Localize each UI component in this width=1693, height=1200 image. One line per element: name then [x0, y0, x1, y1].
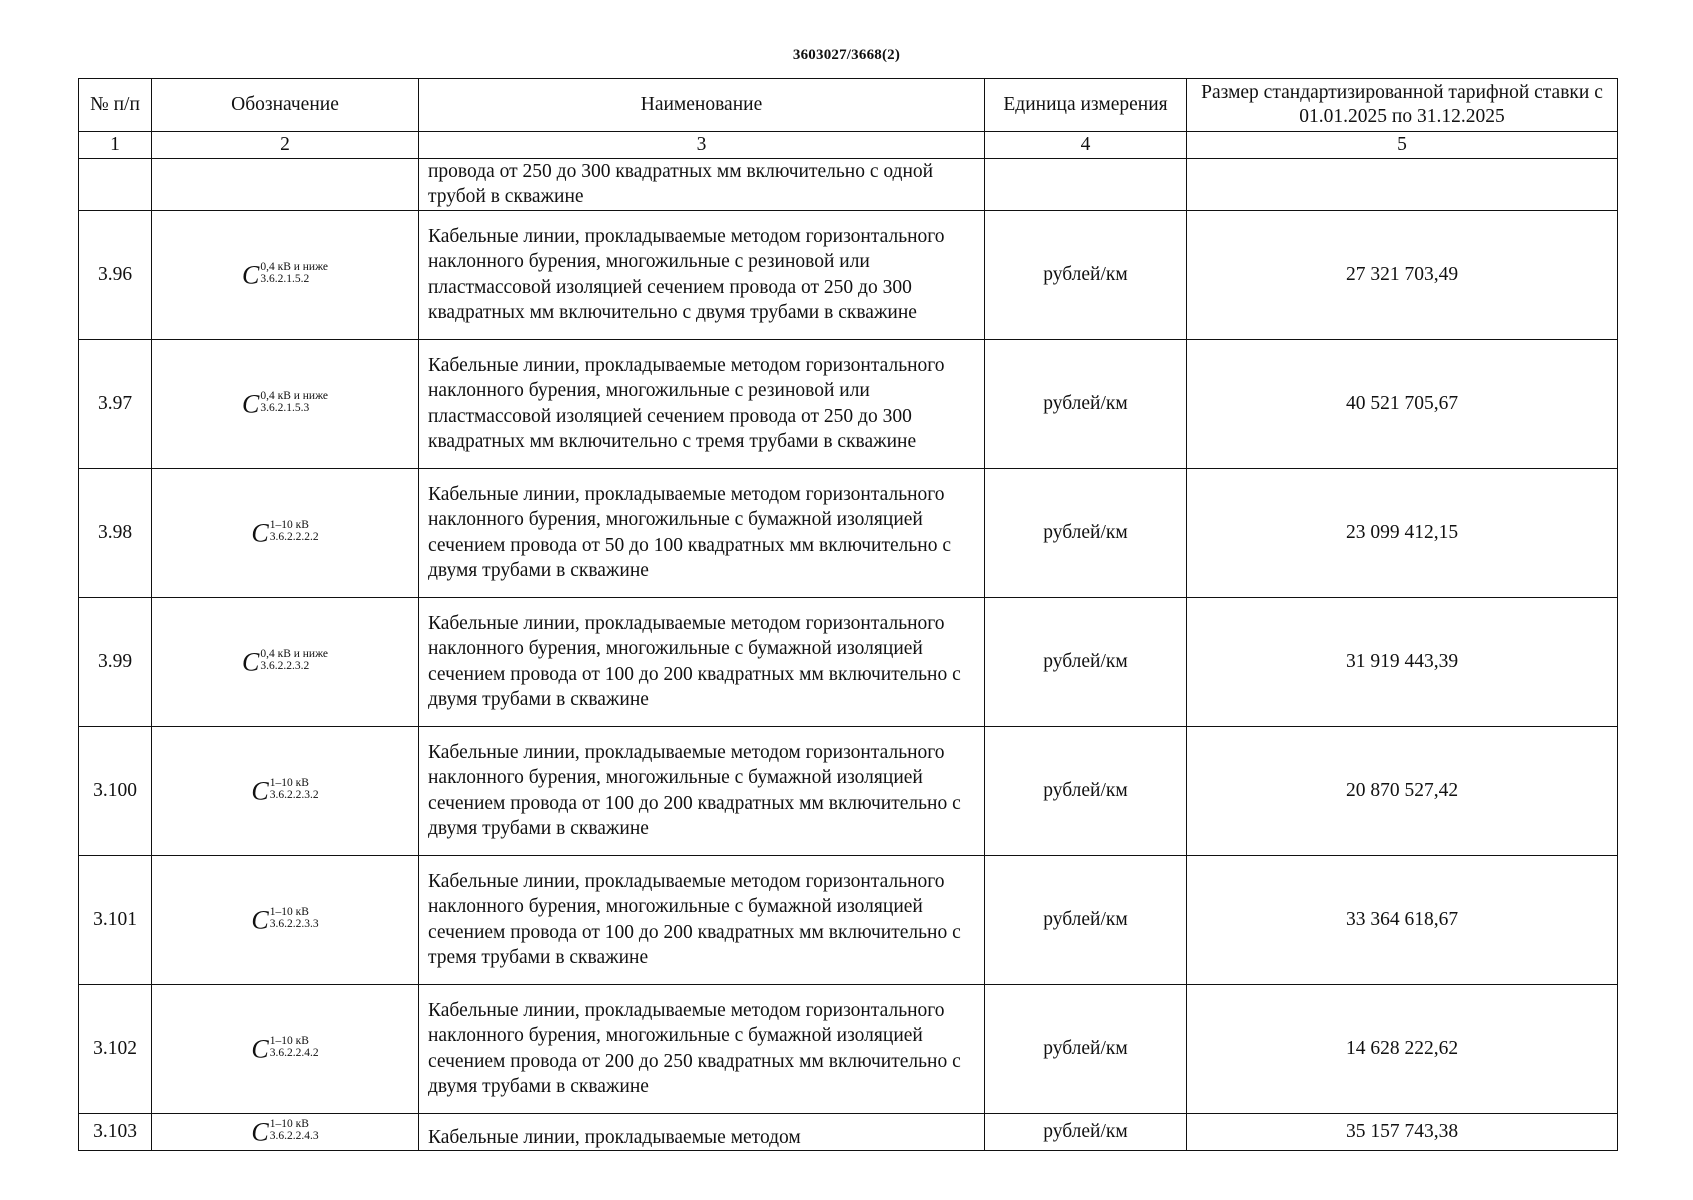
tariff-symbol [251, 1119, 318, 1146]
row-rate: 40 521 705,67 [1187, 339, 1618, 468]
row-designation [152, 210, 419, 339]
symbol-superscript: 0,4 кВ и ниже [260, 390, 328, 403]
symbol-letter: C [251, 905, 269, 935]
row-unit: рублей/км [985, 855, 1187, 984]
header-unit: Единица измерения [985, 79, 1187, 132]
symbol-subscript: 3.6.2.2.4.3 [269, 1130, 319, 1143]
table-row [79, 339, 1618, 468]
column-number: 2 [152, 132, 419, 159]
table-row [79, 468, 1618, 597]
header-row [79, 79, 1618, 132]
row-name: Кабельные линии, прокладываемые методом горизонтального наклонного бурения, многожильные с бумажной изоляцией сечением провода от 200 до 250 квадратных мм включительно с двумя трубами в скважине [419, 984, 985, 1113]
symbol-letter: C [242, 647, 260, 677]
row-designation [152, 339, 419, 468]
tariff-symbol [242, 262, 328, 289]
row-name: Кабельные линии, прокладываемые методом горизонтального наклонного бурения, многожильные с резиновой или пластмассовой изоляцией сечением провода от 250 до 300 квадратных мм включительно с двумя трубами в скважине [419, 210, 985, 339]
symbol-subscript: 3.6.2.2.3.2 [260, 660, 310, 673]
table-row [79, 597, 1618, 726]
row-number: 3.99 [79, 597, 152, 726]
row-unit: рублей/км [985, 726, 1187, 855]
symbol-superscript: 1–10 кВ [269, 777, 309, 790]
tariff-symbol [251, 520, 318, 547]
symbol-letter: C [251, 776, 269, 806]
column-number: 1 [79, 132, 152, 159]
row-rate: 33 364 618,67 [1187, 855, 1618, 984]
row-number: 3.97 [79, 339, 152, 468]
symbol-superscript: 1–10 кВ [269, 1035, 309, 1048]
table-row [79, 726, 1618, 855]
row-name: Кабельные линии, прокладываемые методом горизонтального наклонного бурения, многожильные с резиновой или пластмассовой изоляцией сечением провода от 250 до 300 квадратных мм включительно с тремя трубами в скважине [419, 339, 985, 468]
row-unit: рублей/км [985, 210, 1187, 339]
row-name: Кабельные линии, прокладываемые методом горизонтального наклонного бурения, многожильные с бумажной изоляцией сечением провода от 50 до 100 квадратных мм включительно с двумя трубами в скважине [419, 468, 985, 597]
symbol-subscript: 3.6.2.1.5.3 [260, 402, 310, 415]
row-number: 3.98 [79, 468, 152, 597]
row-rate: 23 099 412,15 [1187, 468, 1618, 597]
row-designation [152, 726, 419, 855]
column-number: 3 [419, 132, 985, 159]
row-number-cell [79, 158, 152, 210]
header-designation: Обозначение [152, 79, 419, 132]
symbol-letter: C [251, 1034, 269, 1064]
symbol-subscript: 3.6.2.2.3.2 [269, 789, 319, 802]
row-unit-cell [985, 158, 1187, 210]
header-number: № п/п [79, 79, 152, 132]
header-rate: Размер стандартизированной тарифной ставки с 01.01.2025 по 31.12.2025 [1187, 79, 1618, 132]
row-number: 3.96 [79, 210, 152, 339]
column-number: 4 [985, 132, 1187, 159]
row-name: Кабельные линии, прокладываемые методом [419, 1113, 985, 1150]
header-name: Наименование [419, 79, 985, 132]
tariff-symbol [242, 391, 328, 418]
tariff-symbol [251, 1036, 318, 1063]
symbol-letter: C [251, 518, 269, 548]
row-designation [152, 468, 419, 597]
row-name: Кабельные линии, прокладываемые методом горизонтального наклонного бурения, многожильные с бумажной изоляцией сечением провода от 100 до 200 квадратных мм включительно с тремя трубами в скважине [419, 855, 985, 984]
continuation-row [79, 158, 1618, 210]
row-rate: 14 628 222,62 [1187, 984, 1618, 1113]
row-unit: рублей/км [985, 984, 1187, 1113]
row-number: 3.101 [79, 855, 152, 984]
symbol-superscript: 0,4 кВ и ниже [260, 261, 328, 274]
column-number-row [79, 132, 1618, 159]
tariff-symbol [251, 778, 318, 805]
symbol-superscript: 1–10 кВ [269, 519, 309, 532]
row-unit: рублей/км [985, 468, 1187, 597]
table-row [79, 1113, 1618, 1150]
table-row [79, 855, 1618, 984]
table-row [79, 210, 1618, 339]
row-name-cell: провода от 250 до 300 квадратных мм включительно с одной трубой в скважине [419, 158, 985, 210]
row-designation [152, 855, 419, 984]
row-rate: 31 919 443,39 [1187, 597, 1618, 726]
row-unit: рублей/км [985, 1113, 1187, 1150]
row-rate-cell [1187, 158, 1618, 210]
row-unit: рублей/км [985, 339, 1187, 468]
row-name: Кабельные линии, прокладываемые методом горизонтального наклонного бурения, многожильные с бумажной изоляцией сечением провода от 100 до 200 квадратных мм включительно с двумя трубами в скважине [419, 597, 985, 726]
row-unit: рублей/км [985, 597, 1187, 726]
table-row [79, 984, 1618, 1113]
symbol-subscript: 3.6.2.2.2.2 [269, 531, 319, 544]
row-rate: 35 157 743,38 [1187, 1113, 1618, 1150]
document-number: 3603027/3668(2) [792, 47, 901, 63]
symbol-superscript: 1–10 кВ [269, 1118, 309, 1131]
row-designation [152, 597, 419, 726]
symbol-subscript: 3.6.2.1.5.2 [260, 273, 310, 286]
row-number: 3.102 [79, 984, 152, 1113]
column-number: 5 [1187, 132, 1618, 159]
symbol-letter: C [251, 1117, 269, 1147]
row-rate: 27 321 703,49 [1187, 210, 1618, 339]
symbol-letter: C [242, 389, 260, 419]
tariff-table [78, 78, 1618, 1151]
tariff-symbol [251, 907, 318, 934]
row-number: 3.103 [79, 1113, 152, 1150]
tariff-symbol [242, 649, 328, 676]
row-designation [152, 984, 419, 1113]
row-designation [152, 1113, 419, 1150]
row-number: 3.100 [79, 726, 152, 855]
symbol-superscript: 0,4 кВ и ниже [260, 648, 328, 661]
row-rate: 20 870 527,42 [1187, 726, 1618, 855]
symbol-subscript: 3.6.2.2.3.3 [269, 918, 319, 931]
symbol-superscript: 1–10 кВ [269, 906, 309, 919]
symbol-subscript: 3.6.2.2.4.2 [269, 1047, 319, 1060]
symbol-letter: C [242, 260, 260, 290]
row-designation-cell [152, 158, 419, 210]
row-name: Кабельные линии, прокладываемые методом горизонтального наклонного бурения, многожильные с бумажной изоляцией сечением провода от 100 до 200 квадратных мм включительно с двумя трубами в скважине [419, 726, 985, 855]
